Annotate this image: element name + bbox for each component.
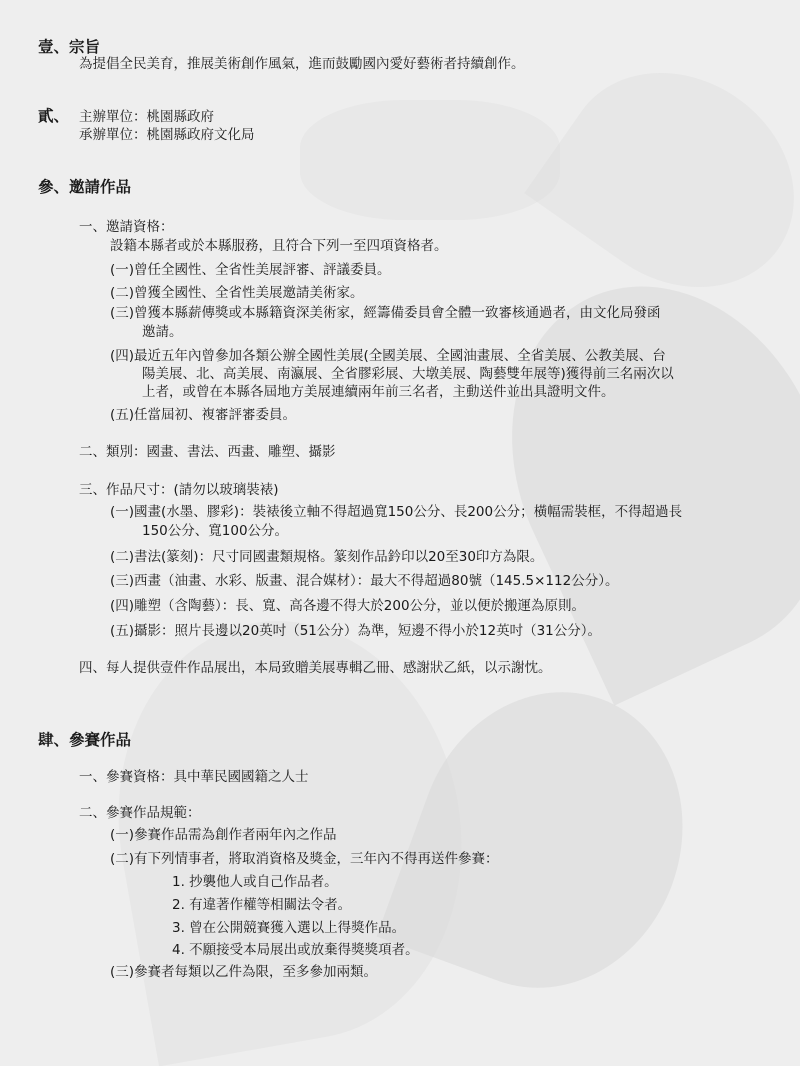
size-item: (三)西畫（油畫、水彩、版畫、混合媒材）：最大不得超過80號（145.5×112公分）。: [110, 573, 619, 589]
qualification-item: (五)任當屆初、複審評審委員。: [110, 407, 297, 423]
categories-text: 二、類別：國畫、書法、西畫、雕塑、攝影: [79, 444, 336, 460]
rule-subitem: 2. 有違著作權等相關法令者。: [172, 897, 352, 913]
section-heading-invited-works: 參、邀請作品: [38, 178, 132, 196]
qualification-item-cont: 邀請。: [142, 324, 183, 340]
eligibility-text: 一、參賽資格：具中華民國國籍之人士: [79, 769, 309, 785]
section-heading-competition-works: 肆、參賽作品: [38, 731, 132, 749]
gift-text: 四、每人提供壹件作品展出，本局致贈美展專輯乙冊、感謝狀乙紙，以示謝忱。: [79, 660, 552, 676]
size-item: (五)攝影：照片長邊以20英吋（51公分）為準，短邊不得小於12英吋（31公分）。: [110, 623, 601, 639]
rules-title: 二、參賽作品規範：: [79, 805, 201, 821]
qualification-item: (二)曾獲全國性、全省性美展邀請美術家。: [110, 285, 364, 301]
organizer-text: 主辦單位：桃園縣政府: [79, 109, 214, 125]
rule-item: (二)有下列情事者，將取消資格及獎金，三年內不得再送件參賽：: [110, 851, 499, 867]
size-item: (二)書法(篆刻)：尺寸同國畫類規格。篆刻作品鈐印以20至30印方為限。: [110, 549, 544, 565]
qualification-title: 一、邀請資格：: [79, 219, 174, 235]
section-heading-purpose: 壹、宗旨: [38, 38, 101, 56]
qualification-item-cont: 陽美展、北、高美展、南瀛展、全省膠彩展、大墩美展、陶藝雙年展等)獲得前三名兩次以: [142, 366, 674, 382]
background-bleed-through: [300, 100, 560, 220]
qualification-item: (三)曾獲本縣薪傳獎或本縣籍資深美術家，經籌備委員會全體一致審核通過者，由文化局發函: [110, 305, 661, 321]
qualification-item: (四)最近五年內曾參加各類公辦全國性美展(全國美展、全國油畫展、全省美展、公教美展、台: [110, 348, 666, 364]
purpose-text: 為提倡全民美育，推展美術創作風氣，進而鼓勵國內愛好藝術者持續創作。: [79, 56, 525, 72]
rule-item: (一)參賽作品需為創作者兩年內之作品: [110, 827, 337, 843]
size-item: (四)雕塑（含陶藝）：長、寬、高各邊不得大於200公分，並以便於搬運為原則。: [110, 598, 586, 614]
rule-subitem: 1. 抄襲他人或自己作品者。: [172, 874, 338, 890]
rule-subitem: 4. 不願接受本局展出或放棄得獎獎項者。: [172, 942, 419, 958]
qualification-item-cont: 上者，或曾在本縣各屆地方美展連續兩年前三名者，主動送件並出具證明文件。: [142, 384, 615, 400]
section-heading-organizers: 貳、: [38, 107, 70, 125]
rule-item: (三)參賽者每類以乙件為限，至多參加兩類。: [110, 964, 378, 980]
co-organizer-text: 承辦單位：桃園縣政府文化局: [79, 127, 255, 143]
size-item-cont: 150公分、寬100公分。: [142, 523, 289, 539]
background-leaf-shape: [524, 29, 800, 330]
size-item: (一)國畫(水墨、膠彩)：裝裱後立軸不得超過寬150公分、長200公分；橫幅需裝框，不得超過長: [110, 504, 683, 520]
qualification-intro: 設籍本縣者或於本縣服務，且符合下列一至四項資格者。: [110, 238, 448, 254]
qualification-item: (一)曾任全國性、全省性美展評審、評議委員。: [110, 262, 391, 278]
rule-subitem: 3. 曾在公開競賽獲入選以上得獎作品。: [172, 920, 406, 936]
size-title: 三、作品尺寸：(請勿以玻璃裝裱): [79, 482, 279, 498]
